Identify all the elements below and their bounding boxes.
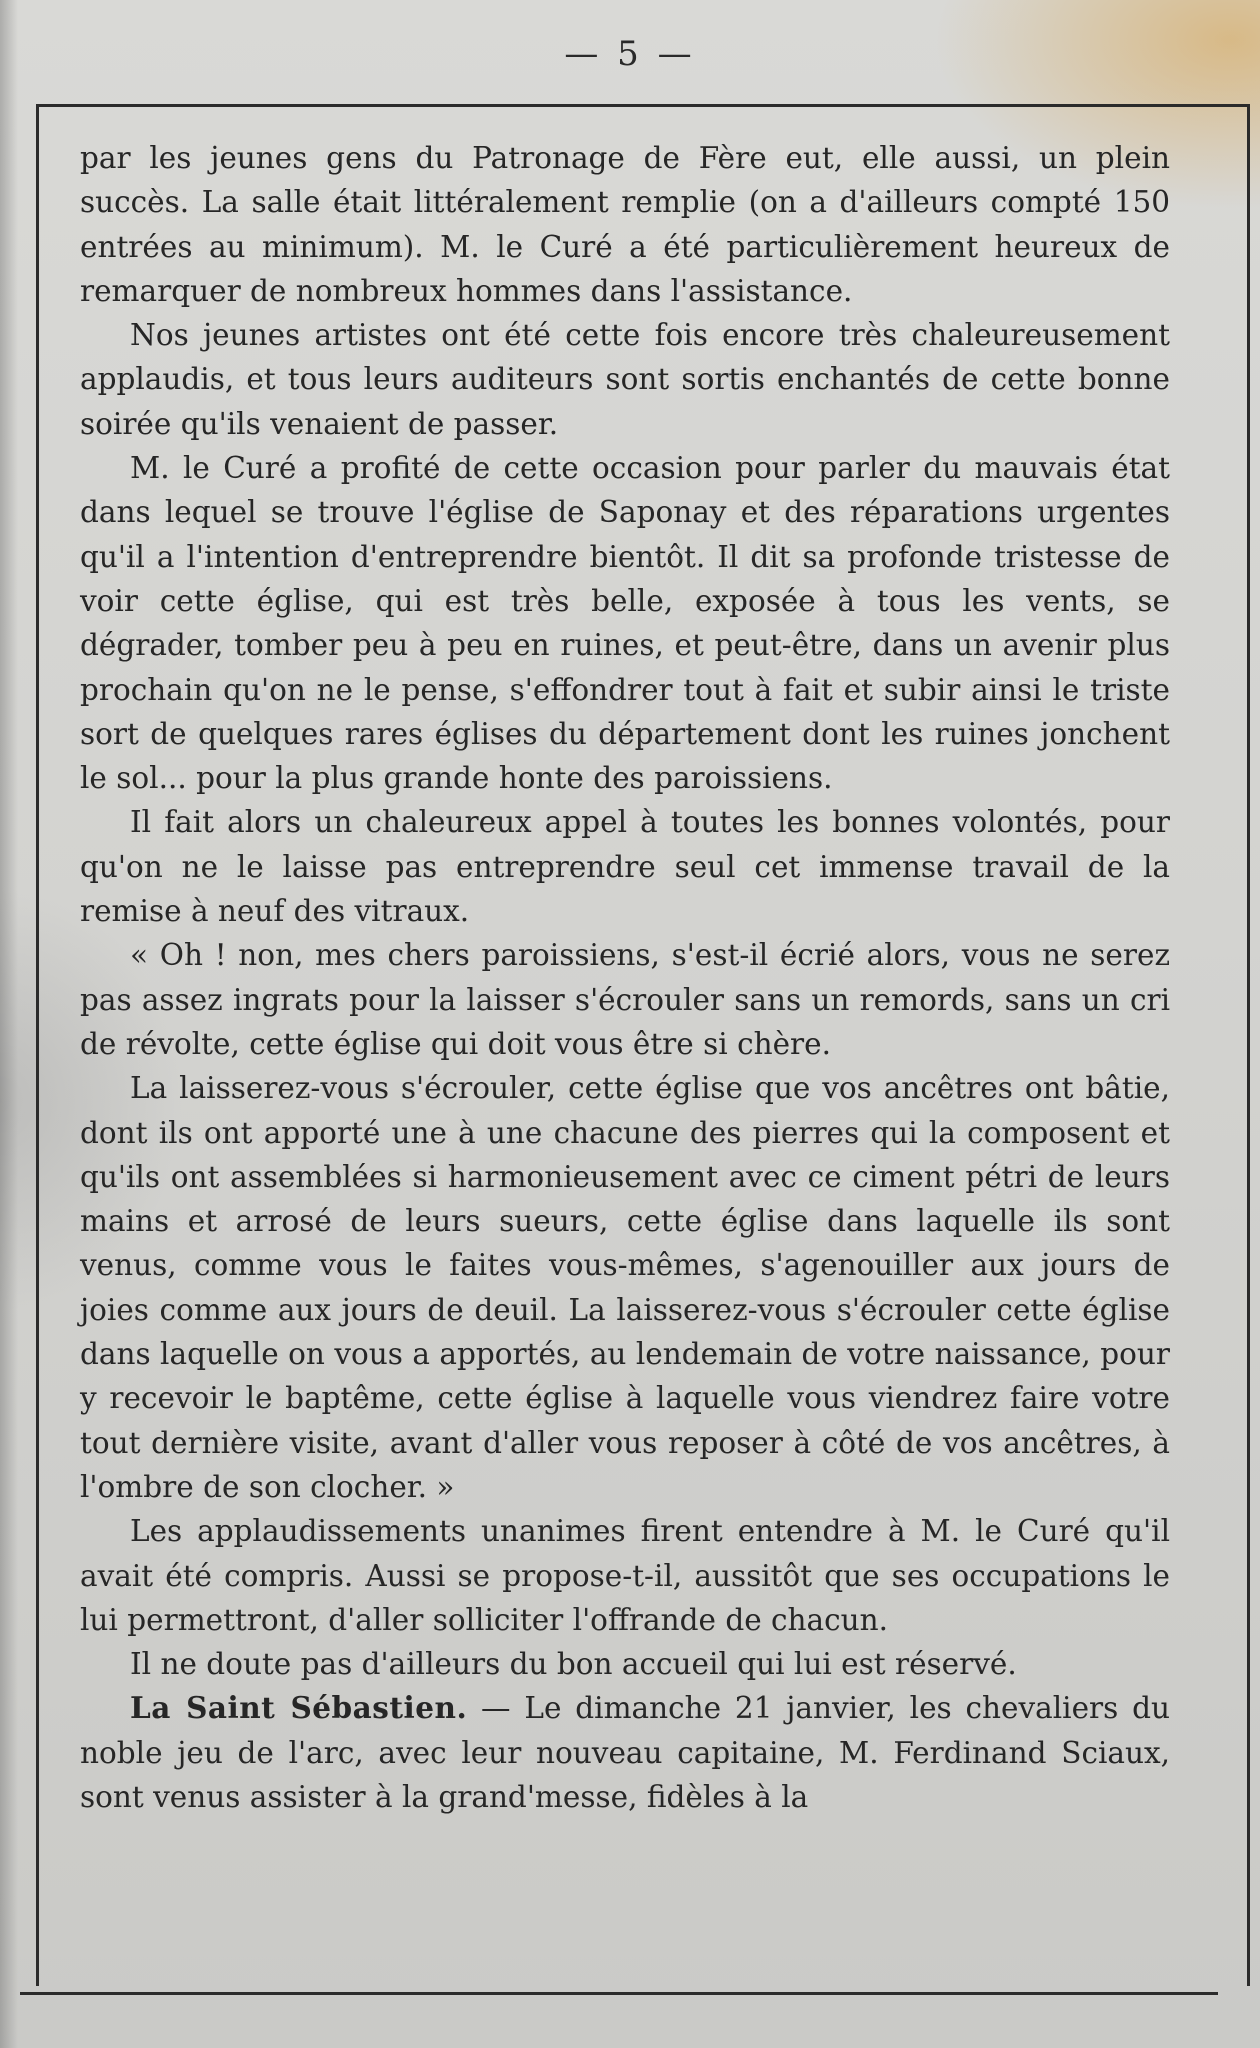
section-body: — Le dimanche 21 janvier, les chevaliers du noble jeu de l'arc, avec leur nouveau capitaine, M. Ferdinand Sciaux, sont venus assister à la grand'messe, fidèles à la bbox=[80, 1691, 1170, 1814]
paragraph-6: La laisserez-vous s'écrouler, cette église que vos ancêtres ont bâtie, dont ils ont apporté une à une chacune des pierres qui la composent et qu'ils ont assemblées si harmonieusement avec ce ciment pétri de leurs mains et arrosé de leurs sueurs, cette église dans laquelle ils sont venus, comme vous le faites vous-mêmes, s'agenouiller aux jours de joies comme aux jours de deuil. La laisserez-vous s'écrouler cette église dans laquelle on vous a apportés, au lendemain de votre naissance, pour y recevoir le baptême, cette église à laquelle vous viendrez faire votre tout dernière visite, avant d'aller vous reposer à côté de vos ancêtres, à l'ombre de son clocher. » bbox=[80, 1071, 1170, 1504]
spine-shadow bbox=[0, 0, 18, 2048]
paragraph-8: Il ne doute pas d'ailleurs du bon accueil qui lui est réservé. bbox=[130, 1647, 1017, 1682]
section-paragraph bbox=[80, 1686, 1170, 1819]
page-number: — 5 — bbox=[564, 34, 696, 74]
paragraph-2: Nos jeunes artistes ont été cette fois encore très chaleureusement applaudis, et tous leurs auditeurs sont sortis enchantés de cette bonne soirée qu'ils venaient de passer. bbox=[80, 318, 1170, 441]
article-body bbox=[80, 136, 1170, 1819]
paragraph-4: Il fait alors un chaleureux appel à toutes les bonnes volontés, pour qu'on ne le laisse pas entreprendre seul cet immense travail de la remise à neuf des vitraux. bbox=[80, 805, 1170, 929]
paragraph-1: par les jeunes gens du Patronage de Fère eut, elle aussi, un plein succès. La salle était littéralement remplie (on a d'ailleurs compté 150 entrées au minimum). M. le Curé a été particulièrement heureux de remarquer de nombreux hommes dans l'assistance. bbox=[80, 141, 1170, 308]
paragraph-5: « Oh ! non, mes chers paroissiens, s'est-il écrié alors, vous ne serez pas assez ingrats pour la laisser s'écrouler sans un remords, sans un cri de révolte, cette église qui doit vous être si chère. bbox=[80, 938, 1170, 1061]
paragraph-3: M. le Curé a profité de cette occasion pour parler du mauvais état dans lequel se trouve l'église de Saponay et des réparations urgentes qu'il a l'intention d'entreprendre bientôt. Il dit sa profonde tristesse de voir cette église, qui est très belle, exposée à tous les vents, se dégrader, tomber peu à peu en ruines, et peut-être, dans un avenir plus prochain qu'on ne le pense, s'effondrer tout à fait et subir ainsi le triste sort de quelques rares églises du département dont les ruines jonchent le sol... pour la plus grande honte des paroissiens. bbox=[80, 451, 1170, 796]
frame-bottom-rule bbox=[20, 1992, 1218, 1995]
paragraph-7: Les applaudissements unanimes firent entendre à M. le Curé qu'il avait été compris. Aussi se propose-t-il, aussitôt que ses occupations le lui permettront, d'aller solliciter l'offrande de chacun. bbox=[80, 1514, 1170, 1637]
section-heading: La Saint Sébastien. bbox=[130, 1690, 468, 1726]
